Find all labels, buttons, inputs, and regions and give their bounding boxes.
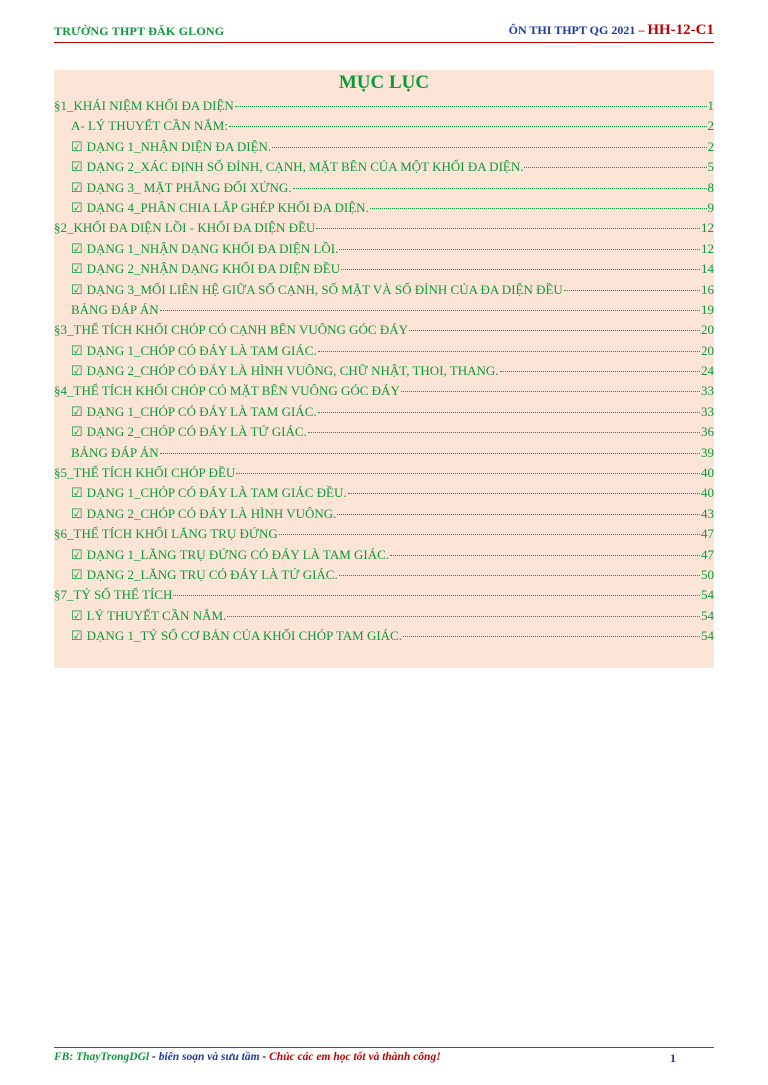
toc-entry-text: §2_KHỐI ĐA DIỆN LỒI - KHỐI ĐA DIỆN ĐỀU xyxy=(54,220,316,236)
toc-entry-text: §1_KHÁI NIỆM KHỐI ĐA DIỆN xyxy=(54,98,234,113)
toc-entry-text: BẢNG ĐÁP ÁN xyxy=(71,444,159,460)
checkbox-icon: ☑ xyxy=(71,505,83,521)
toc-page-number: 40 xyxy=(701,485,714,501)
toc-title: MỤC LỤC xyxy=(338,72,430,93)
dot-leader xyxy=(318,412,700,413)
toc-page-number: 54 xyxy=(701,587,714,603)
checkbox-icon: ☑ xyxy=(71,566,83,582)
toc-subentry[interactable] xyxy=(54,567,714,587)
toc-entry-text: DẠNG 1_NHẬN DIỆN ĐA DIỆN. xyxy=(86,138,272,154)
footer-text xyxy=(54,1051,441,1063)
dot-leader xyxy=(339,249,700,250)
toc-entry-text: DẠNG 1_NHẬN DẠNG KHỐI ĐA DIỆN LỒI. xyxy=(86,240,339,256)
toc-page-number: 2 xyxy=(707,138,714,154)
dot-leader xyxy=(279,534,700,535)
toc-page-number: 47 xyxy=(701,526,714,542)
toc-entry-text: DẠNG 2_CHÓP CÓ ĐÁY LÀ HÌNH VUÔNG, CHỮ NHẬT, THOI, THANG. xyxy=(86,363,499,379)
toc-page-number: 19 xyxy=(701,301,714,317)
dot-leader xyxy=(524,167,706,168)
page-header xyxy=(54,22,714,43)
toc-entry-label xyxy=(71,424,307,440)
checkbox-icon: ☑ xyxy=(71,159,83,175)
dot-leader xyxy=(272,147,706,148)
toc-entry-label xyxy=(54,526,278,542)
toc-entry-text: DẠNG 2_LĂNG TRỤ CÓ ĐÁY LÀ TỨ GIÁC. xyxy=(86,566,338,582)
toc-subentry[interactable] xyxy=(54,506,714,526)
toc-page-number: 12 xyxy=(701,240,714,256)
toc-entry-text: DẠNG 1_CHÓP CÓ ĐÁY LÀ TAM GIÁC. xyxy=(86,342,317,358)
dot-leader xyxy=(500,371,700,372)
dot-leader xyxy=(409,330,700,331)
checkbox-icon: ☑ xyxy=(71,138,83,154)
dot-leader xyxy=(160,453,700,454)
toc-entry-text: A- LÝ THUYẾT CẦN NẮM: xyxy=(71,118,228,134)
toc-entry-text: DẠNG 2_XÁC ĐỊNH SỐ ĐỈNH, CẠNH, MẶT BÊN CỦA MỘT KHỐI ĐA DIỆN. xyxy=(86,159,524,175)
toc-entry-label xyxy=(54,98,234,114)
toc-entry-label xyxy=(71,628,402,644)
page-footer xyxy=(54,1047,714,1068)
checkbox-icon: ☑ xyxy=(71,261,83,277)
footer-separator: - xyxy=(259,1051,270,1063)
toc-subentry[interactable] xyxy=(54,547,714,567)
toc-subentry[interactable] xyxy=(54,445,714,465)
checkbox-icon: ☑ xyxy=(71,628,83,644)
toc-entry-text: §4_THỂ TÍCH KHỐI CHÓP CÓ MẶT BÊN VUÔNG GÓC ĐÁY xyxy=(54,383,400,399)
toc-page-number: 33 xyxy=(701,403,714,419)
toc-entry-label xyxy=(71,159,523,175)
toc-subentry[interactable] xyxy=(54,485,714,505)
toc-entry-text: DẠNG 1_TỶ SỐ CƠ BẢN CỦA KHỐI CHÓP TAM GIÁC. xyxy=(86,628,402,644)
toc-entry-text: §7_TỶ SỐ THỂ TÍCH xyxy=(54,587,173,603)
toc-page-number: 14 xyxy=(701,261,714,277)
dot-leader xyxy=(308,432,700,433)
dot-leader xyxy=(229,126,707,127)
toc-subentry[interactable] xyxy=(54,282,714,302)
toc-page-number: 2 xyxy=(707,118,714,134)
toc-entry-label xyxy=(71,180,292,196)
toc-page-number: 12 xyxy=(701,220,714,236)
toc-page-number: 5 xyxy=(707,159,714,175)
document-code: HH-12-C1 xyxy=(647,22,714,38)
toc-page-number: 54 xyxy=(701,607,714,623)
toc-entry-label xyxy=(71,547,389,563)
table-of-contents xyxy=(54,70,714,668)
dot-leader xyxy=(235,106,707,107)
checkbox-icon: ☑ xyxy=(71,607,83,623)
toc-section-entry[interactable] xyxy=(54,587,714,607)
toc-entry-label xyxy=(54,465,235,481)
toc-section-entry[interactable] xyxy=(54,526,714,546)
dot-leader xyxy=(348,493,700,494)
toc-page-number: 20 xyxy=(701,342,714,358)
exam-title: ÔN THI THPT QG 2021 xyxy=(508,23,636,37)
dot-leader xyxy=(316,228,700,229)
checkbox-icon: ☑ xyxy=(71,424,83,440)
toc-page-number: 40 xyxy=(701,465,714,481)
toc-entry-label xyxy=(71,363,499,379)
checkbox-icon: ☑ xyxy=(71,342,83,358)
toc-entry-label xyxy=(71,445,159,461)
toc-subentry[interactable] xyxy=(54,180,714,200)
toc-entry-label xyxy=(54,322,408,338)
toc-page-number: 1 xyxy=(707,98,714,113)
toc-entry-text: LÝ THUYẾT CẦN NẮM. xyxy=(86,607,227,623)
dot-leader xyxy=(337,514,700,515)
toc-entry-label xyxy=(71,608,226,624)
toc-subentry[interactable] xyxy=(54,404,714,424)
toc-page-number: 43 xyxy=(701,505,714,521)
dot-leader xyxy=(370,208,707,209)
toc-entry-text: BẢNG ĐÁP ÁN xyxy=(71,301,159,317)
toc-entry-label xyxy=(71,567,338,583)
toc-subentry[interactable] xyxy=(54,139,714,159)
dot-leader xyxy=(341,269,700,270)
toc-entry-label xyxy=(71,261,340,277)
toc-entry-text: DẠNG 4_PHÂN CHIA LẮP GHÉP KHỐI ĐA DIỆN. xyxy=(86,199,369,215)
checkbox-icon: ☑ xyxy=(71,485,83,501)
toc-subentry[interactable] xyxy=(54,608,714,628)
toc-page-number: 16 xyxy=(701,281,714,297)
toc-entry-label xyxy=(71,241,338,257)
toc-subentry[interactable] xyxy=(54,424,714,444)
toc-entry-text: DẠNG 2_CHÓP CÓ ĐÁY LÀ HÌNH VUÔNG. xyxy=(86,505,337,521)
toc-section-entry[interactable] xyxy=(54,383,714,403)
toc-page-number: 33 xyxy=(701,383,714,399)
footer-wish: Chúc các em học tốt và thành công! xyxy=(269,1051,441,1063)
footer-fb-link[interactable]: FB: ThayTrongDGl xyxy=(54,1051,150,1063)
school-name: TRƯỜNG THPT ĐĂK GLONG xyxy=(54,24,225,38)
dot-leader xyxy=(401,391,700,392)
toc-entry-label xyxy=(71,485,347,501)
footer-separator: - xyxy=(149,1051,159,1063)
toc-entry-text: DẠNG 2_NHẬN DẠNG KHỐI ĐA DIỆN ĐỀU xyxy=(86,261,341,277)
toc-section-entry[interactable] xyxy=(54,322,714,342)
toc-entry-text: §6_THỂ TÍCH KHỐI LĂNG TRỤ ĐỨNG xyxy=(54,526,278,542)
toc-section-entry[interactable] xyxy=(54,465,714,485)
toc-entry-label xyxy=(71,302,159,318)
dot-leader xyxy=(339,575,700,576)
toc-entry-label xyxy=(54,587,172,603)
dot-leader xyxy=(236,473,700,474)
header-exam-info xyxy=(509,22,714,39)
toc-entry-label xyxy=(71,200,369,216)
dot-leader xyxy=(318,351,700,352)
toc-entry-label xyxy=(54,220,315,236)
dot-leader xyxy=(293,188,707,189)
toc-entry-label xyxy=(71,404,317,420)
checkbox-icon: ☑ xyxy=(71,403,83,419)
dot-leader xyxy=(173,595,700,596)
toc-subentry[interactable] xyxy=(54,159,714,179)
toc-subentry[interactable] xyxy=(54,363,714,383)
dot-leader xyxy=(160,310,700,311)
toc-subentry[interactable] xyxy=(54,628,714,648)
toc-page-number: 47 xyxy=(701,546,714,562)
toc-entry-text: DẠNG 2_CHÓP CÓ ĐÁY LÀ TỨ GIÁC. xyxy=(86,424,307,440)
toc-section-entry[interactable] xyxy=(54,98,714,118)
checkbox-icon: ☑ xyxy=(71,546,83,562)
toc-page-number: 50 xyxy=(701,566,714,582)
checkbox-icon: ☑ xyxy=(71,199,83,215)
toc-subentry[interactable] xyxy=(54,261,714,281)
toc-page-number: 24 xyxy=(701,363,714,379)
toc-entry-label xyxy=(71,118,228,134)
dot-leader xyxy=(564,290,700,291)
dot-leader xyxy=(390,555,700,556)
footer-credit: biên soạn và sưu tầm xyxy=(158,1051,260,1063)
toc-subentry[interactable] xyxy=(54,343,714,363)
toc-entry-text: DẠNG 1_LĂNG TRỤ ĐỨNG CÓ ĐÁY LÀ TAM GIÁC. xyxy=(86,546,390,562)
toc-entry-text: §5_THỂ TÍCH KHỐI CHÓP ĐỀU xyxy=(54,465,236,481)
toc-page-number: 54 xyxy=(701,628,714,644)
toc-entry-label xyxy=(71,282,563,298)
toc-entry-text: DẠNG 3_ MẶT PHẲNG ĐỐI XỨNG. xyxy=(86,179,292,195)
dot-leader xyxy=(403,636,700,637)
toc-subentry[interactable] xyxy=(54,118,714,138)
checkbox-icon: ☑ xyxy=(71,363,83,379)
toc-entry-list xyxy=(54,98,714,649)
toc-entry-label xyxy=(71,343,317,359)
toc-subentry[interactable] xyxy=(54,200,714,220)
toc-subentry[interactable] xyxy=(54,302,714,322)
toc-page-number: 36 xyxy=(701,424,714,440)
toc-entry-label xyxy=(71,139,271,155)
checkbox-icon: ☑ xyxy=(71,179,83,195)
checkbox-icon: ☑ xyxy=(71,281,83,297)
toc-page-number: 39 xyxy=(701,444,714,460)
header-dash: – xyxy=(635,23,648,37)
toc-section-entry[interactable] xyxy=(54,220,714,240)
toc-subentry[interactable] xyxy=(54,241,714,261)
checkbox-icon: ☑ xyxy=(71,240,83,256)
page-number: 1 xyxy=(670,1051,676,1065)
toc-entry-label xyxy=(54,383,400,399)
toc-page-number: 20 xyxy=(701,322,714,338)
toc-entry-text: DẠNG 1_CHÓP CÓ ĐÁY LÀ TAM GIÁC ĐỀU. xyxy=(86,485,347,501)
toc-entry-text: §3_THỂ TÍCH KHỐI CHÓP CÓ CẠNH BÊN VUÔNG GÓC ĐÁY xyxy=(54,322,409,338)
toc-entry-text: DẠNG 1_CHÓP CÓ ĐÁY LÀ TAM GIÁC. xyxy=(86,403,317,419)
toc-entry-label xyxy=(71,506,336,522)
dot-leader xyxy=(227,616,700,617)
toc-page-number: 8 xyxy=(707,179,714,195)
toc-page-number: 9 xyxy=(707,199,714,215)
toc-entry-text: DẠNG 3_MỐI LIÊN HỆ GIỮA SỐ CẠNH, SỐ MẶT VÀ SỐ ĐỈNH CỦA ĐA DIỆN ĐỀU xyxy=(86,281,563,297)
